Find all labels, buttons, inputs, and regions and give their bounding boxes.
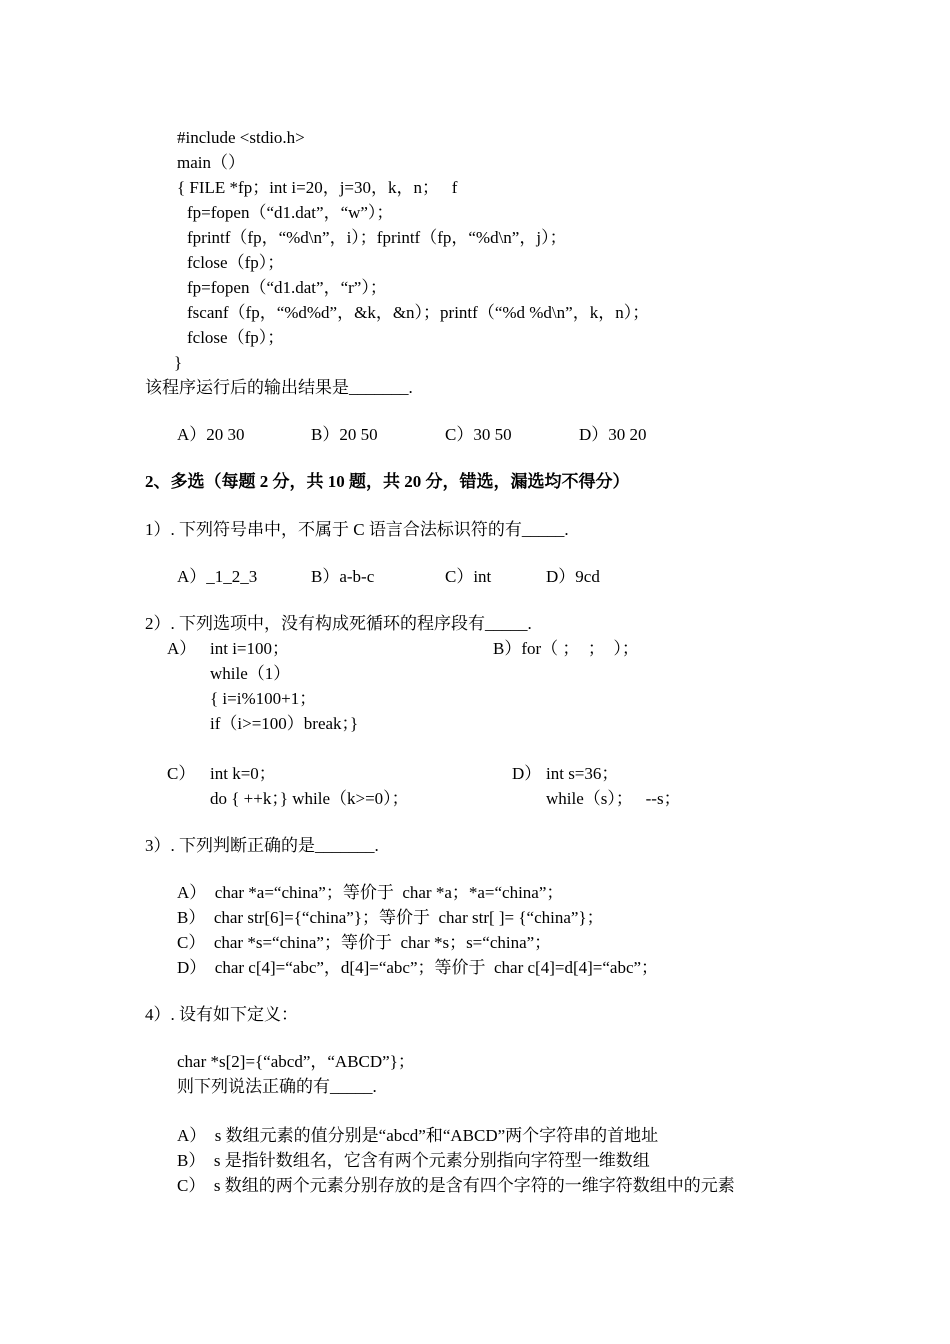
option-d: D）9cd <box>546 567 600 586</box>
option-b: B）20 50 <box>311 425 378 444</box>
option-d-code-line: int s=36； <box>546 764 619 783</box>
code-line: fclose（fp）； <box>187 253 285 272</box>
option-c: C） char *s=“china”；等价于 char *s；s=“china”； <box>177 933 552 952</box>
question-stem: 1）. 下列符号串中，不属于 C 语言合法标识符的有_____. <box>145 520 569 539</box>
option-d-code-line: while（s）； --s； <box>546 789 681 808</box>
code-line: fp=fopen（“d1.dat”，“r”）； <box>187 278 387 297</box>
option-b-label: B）for（ ； ； ）； <box>493 639 639 658</box>
option-b: B） char str[6]={“china”}；等价于 char str[ ]= {“china”}； <box>177 908 604 927</box>
section-heading: 2、多选（每题 2 分，共 10 题，共 20 分，错选，漏选均不得分） <box>145 472 630 491</box>
option-a-code-line: { i=i%100+1； <box>210 689 317 708</box>
option-c-code-line: int k=0； <box>210 764 276 783</box>
code-line: } <box>174 353 183 372</box>
definition-code: char *s[2]={“abcd”，“ABCD”}； <box>177 1052 415 1071</box>
code-line: { FILE *fp；int i=20，j=30，k，n； f <box>177 178 458 197</box>
option-a: A） s 数组元素的值分别是“abcd”和“ABCD”两个字符串的首地址 <box>177 1126 659 1145</box>
option-a-code-line: if（i>=100）break；} <box>210 714 359 733</box>
option-d-label: D） <box>512 764 542 783</box>
question-stem: 该程序运行后的输出结果是_______. <box>145 378 413 397</box>
option-d: D）30 20 <box>579 425 647 444</box>
option-b: B）a-b-c <box>311 567 375 586</box>
option-a-code-line: while（1） <box>210 664 291 683</box>
option-a-label: A） <box>167 639 197 658</box>
option-c-code-line: do { ++k；} while（k>=0）； <box>210 789 409 808</box>
question-substem: 则下列说法正确的有_____. <box>177 1077 377 1096</box>
question-stem: 2）. 下列选项中，没有构成死循环的程序段有_____. <box>145 614 532 633</box>
code-line: fclose（fp）； <box>187 328 285 347</box>
code-line: fscanf（fp，“%d%d”，&k，&n）；printf（“%d %d\n”，k，n）； <box>187 303 650 322</box>
option-a: A）_1_2_3 <box>177 567 258 586</box>
code-line: fprintf（fp，“%d\n”，i）；fprintf（fp，“%d\n”，j）； <box>187 228 567 247</box>
option-a: A） char *a=“china”；等价于 char *a；*a=“china”； <box>177 883 564 902</box>
option-a: A）20 30 <box>177 425 245 444</box>
option-a-code-line: int i=100； <box>210 639 290 658</box>
option-c: C）30 50 <box>445 425 512 444</box>
option-d: D） char c[4]=“abc”，d[4]=“abc”；等价于 char c[4]=d[4]=“abc”； <box>177 958 659 977</box>
code-line: #include <stdio.h> <box>177 128 305 147</box>
option-c-label: C） <box>167 764 196 783</box>
code-line: main（） <box>177 153 245 172</box>
option-b: B） s 是指针数组名，它含有两个元素分别指向字符型一维数组 <box>177 1151 650 1170</box>
question-stem: 4）. 设有如下定义： <box>145 1005 298 1024</box>
option-c: C）int <box>445 567 492 586</box>
option-c: C） s 数组的两个元素分别存放的是含有四个字符的一维字符数组中的元素 <box>177 1176 735 1195</box>
question-stem: 3）. 下列判断正确的是_______. <box>145 836 379 855</box>
code-line: fp=fopen（“d1.dat”，“w”）； <box>187 203 394 222</box>
